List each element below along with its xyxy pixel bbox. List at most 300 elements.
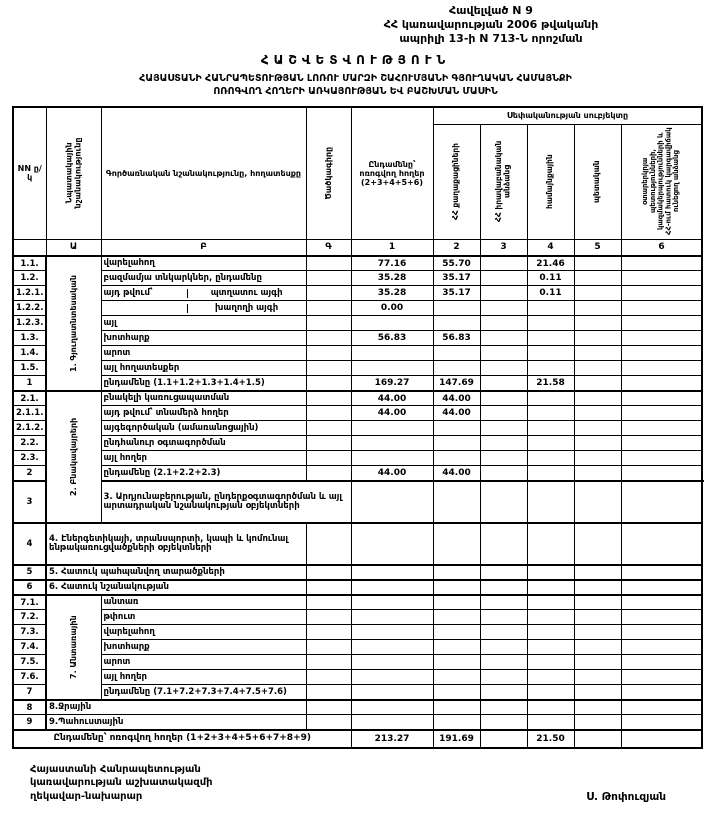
header-purpose: Նպատակային նշանակությունը [46,107,101,240]
value-cell [574,406,621,421]
value-cell [527,436,574,451]
code-cell [306,610,351,625]
value-cell [574,436,621,451]
value-cell [574,565,621,580]
value-cell [433,655,480,670]
code-cell [306,700,351,715]
report-subtitle [0,73,711,98]
value-cell [574,580,621,595]
value-cell [351,451,433,466]
row-number-cell: 2.1.2. [13,421,46,436]
table-row [13,391,702,406]
land-type-cell: արոտ [101,655,306,670]
value-cell [621,610,702,625]
value-cell [621,436,702,451]
row-number-cell: 5 [13,565,46,580]
value-cell [351,610,433,625]
value-cell [480,451,527,466]
value-cell [574,595,621,610]
value-cell [527,715,574,730]
row-number-cell: 1.5. [13,361,46,376]
value-cell [621,580,702,595]
value-cell [574,700,621,715]
header-owner-legal-entities: ՀՀ իրավաբանական անձանց [480,124,527,239]
subtitle-line-2: ՈՌՈԳՎՈՂ ՀՈՂԵՐԻ ԱՌԿԱՅՈՒԹՅԱՆ ԵՎ ԲԱՇԽՄԱՆ ՄԱՍԻՆ [213,85,498,97]
value-cell [527,610,574,625]
row-number-cell: 2.1.1. [13,406,46,421]
code-cell [306,451,351,466]
code-cell [306,406,351,421]
value-cell [574,331,621,346]
value-cell [621,655,702,670]
table-row [13,301,702,316]
value-cell: 21.46 [527,256,574,271]
value-cell [433,625,480,640]
value-cell [433,481,480,523]
value-cell [621,565,702,580]
header-total: Ընդամենը՝ ոռոգվող հողեր (2+3+4+5+6) [351,107,433,240]
land-category-cell: 3. Արդյունաբերության, ընդերքօգտագործման և այլ արտադրական նշանակության օբյեկտների [101,481,351,523]
value-cell [527,391,574,406]
table-row [13,610,702,625]
code-cell [306,655,351,670]
annex-block [301,4,681,45]
value-cell: 35.28 [351,271,433,286]
value-cell [527,685,574,700]
value-cell [574,481,621,523]
annex-line-2: ՀՀ կառավարության 2006 թվականի [383,17,599,31]
land-type-cell: անտառ [101,595,306,610]
code-cell [351,481,433,523]
table-row [13,640,702,655]
value-cell [621,346,702,361]
land-type-cell: այլ հողեր [101,451,306,466]
value-cell [621,331,702,346]
value-cell [433,595,480,610]
value-cell [351,595,433,610]
split-wrap [102,289,306,298]
table-row [13,565,702,580]
value-cell [480,376,527,391]
row-number-cell: 1.2.2. [13,301,46,316]
value-cell [574,670,621,685]
value-cell [351,580,433,595]
row-number-cell: 2.2. [13,436,46,451]
land-type-cell: արոտ [101,346,306,361]
table-row [13,376,702,391]
value-cell [621,406,702,421]
value-cell [574,625,621,640]
report-title: ՀԱՇՎԵՏՎՈՒԹՅՈՒՆ [260,53,451,68]
value-cell [574,286,621,301]
value-cell [480,466,527,481]
value-cell [574,685,621,700]
value-cell [433,301,480,316]
value-cell [433,610,480,625]
value-cell: 35.17 [433,286,480,301]
value-cell [480,301,527,316]
value-cell [621,271,702,286]
table-row [13,346,702,361]
value-cell [621,286,702,301]
value-cell [574,730,621,748]
value-cell [351,685,433,700]
row-number-cell: 7.4. [13,640,46,655]
value-cell [480,286,527,301]
value-cell [351,655,433,670]
value-cell [574,271,621,286]
value-cell [621,466,702,481]
value-cell [621,523,702,565]
value-cell [574,316,621,331]
row-number-cell: 7 [13,685,46,700]
value-cell: 56.83 [433,331,480,346]
value-cell [621,715,702,730]
table-row [13,595,702,610]
value-cell: 35.28 [351,286,433,301]
value-cell [574,421,621,436]
value-cell [351,346,433,361]
table-row [13,700,702,715]
section-label-cell: 2. Բնակավայրերի [46,391,101,523]
value-cell [480,406,527,421]
value-cell [574,523,621,565]
value-cell [574,715,621,730]
land-type-cell: բնակելի կառուցապատման [101,391,306,406]
letter-cell: Ա [46,239,101,256]
value-cell [433,523,480,565]
letter-cell: 1 [351,239,433,256]
table-row [13,316,702,331]
value-cell [527,421,574,436]
header-owner-state: պետական [574,124,621,239]
value-cell [480,685,527,700]
value-cell [621,595,702,610]
value-cell: 35.17 [433,271,480,286]
value-cell [433,715,480,730]
code-cell [306,685,351,700]
value-cell [527,481,574,523]
section-label-cell: 1. Գյուղատնտեսական [46,256,101,391]
value-cell [480,481,527,523]
split-right-label: պտղատու այգի [187,289,306,298]
value-cell [433,700,480,715]
row-number-cell: 6 [13,580,46,595]
table-row [13,481,702,523]
letter-cell: Գ [306,239,351,256]
value-cell [621,730,702,748]
value-cell [621,481,702,523]
code-cell [306,625,351,640]
value-cell [527,625,574,640]
value-cell [621,376,702,391]
value-cell [621,316,702,331]
table-row [13,523,702,565]
table-row [13,271,702,286]
row-number-cell: 7.1. [13,595,46,610]
value-cell [433,565,480,580]
table-row [13,730,702,748]
code-cell [306,466,351,481]
value-cell [574,376,621,391]
value-cell [480,523,527,565]
value-cell [574,256,621,271]
letter-cell [13,239,46,256]
value-cell [621,421,702,436]
value-cell: 44.00 [351,406,433,421]
header-code: Ծածկագիրը [306,107,351,240]
row-number-cell: 7.5. [13,655,46,670]
subtitle-line-1: ՀԱՅԱՍՏԱՆԻ ՀԱՆՐԱՊԵՏՈՒԹՅԱՆ ԼՈՌՈՒ ՄԱՐԶԻ ՇԱՀՈՒՄՅԱՆԻ ԳՅՈՒՂԱԿԱՆ ՀԱՄԱՅՆՔԻ [139,73,572,85]
code-cell [306,256,351,271]
value-cell [527,670,574,685]
value-cell [574,346,621,361]
value-cell: 213.27 [351,730,433,748]
value-cell [574,451,621,466]
value-cell: 77.16 [351,256,433,271]
value-cell [621,301,702,316]
value-cell [621,670,702,685]
split-right-label: խաղողի այգի [187,304,306,313]
value-cell [480,316,527,331]
value-cell [480,625,527,640]
code-cell [306,595,351,610]
value-cell [621,391,702,406]
value-cell [433,346,480,361]
land-type-cell: խոտհարք [101,640,306,655]
value-cell [351,565,433,580]
code-cell [306,376,351,391]
value-cell [480,580,527,595]
value-cell [621,700,702,715]
split-wrap [102,304,306,313]
row-number-cell: 3 [13,481,46,523]
land-type-cell: ընդամենը (7.1+7.2+7.3+7.4+7.5+7.6) [101,685,306,700]
value-cell: 56.83 [351,331,433,346]
land-type-cell: ընդամենը (1.1+1.2+1.3+1.4+1.5) [101,376,306,391]
value-cell [480,655,527,670]
code-cell [306,523,351,565]
code-cell [306,715,351,730]
code-cell [306,391,351,406]
table-row [13,715,702,730]
land-type-cell [101,286,306,301]
table-row [13,436,702,451]
land-type-cell: ընդհանուր օգտագործման [101,436,306,451]
value-cell [480,565,527,580]
code-cell [306,640,351,655]
value-cell [433,436,480,451]
land-category-cell: 8.Ջրային [46,700,306,715]
table-row [13,655,702,670]
row-number-cell: 2.1. [13,391,46,406]
value-cell [480,271,527,286]
footer [0,763,711,804]
footer-line-3: ղեկավար-նախարար [30,790,143,802]
table-row [13,361,702,376]
row-number-cell: 1.2.3. [13,316,46,331]
table-row [13,625,702,640]
land-category-cell: 6. Հատուկ նշանակության [46,580,306,595]
row-number-cell: 9 [13,715,46,730]
value-cell [480,730,527,748]
row-number-cell: 7.6. [13,670,46,685]
value-cell [527,406,574,421]
value-cell: 44.00 [433,406,480,421]
code-cell [306,361,351,376]
land-type-cell: խոտհարք [101,331,306,346]
value-cell [351,421,433,436]
table-row [13,466,702,481]
value-cell: 55.70 [433,256,480,271]
land-table [12,106,703,749]
value-cell: 44.00 [433,391,480,406]
value-cell [527,640,574,655]
row-number-cell: 1 [13,376,46,391]
value-cell [480,610,527,625]
value-cell [480,391,527,406]
row-number-cell: 2.3. [13,451,46,466]
value-cell [480,331,527,346]
value-cell [527,655,574,670]
table-row [13,256,702,271]
code-cell [306,301,351,316]
land-type-cell: ընդամենը (2.1+2.2+2.3) [101,466,306,481]
value-cell [480,436,527,451]
land-type-cell: այլ հողատեսքեր [101,361,306,376]
value-cell [433,640,480,655]
value-cell [480,640,527,655]
value-cell [433,421,480,436]
value-cell: 191.69 [433,730,480,748]
value-cell [574,361,621,376]
value-cell [621,451,702,466]
land-category-cell: 5. Հատուկ պահպանվող տարածքների [46,565,306,580]
value-cell [480,421,527,436]
land-type-cell: վարելահող [101,256,306,271]
value-cell [351,640,433,655]
row-number-cell: 8 [13,700,46,715]
value-cell [621,256,702,271]
letter-cell: 6 [621,239,702,256]
signature-name: Ս. Թոփուզյան [586,791,666,804]
value-cell [621,640,702,655]
land-type-cell [101,301,306,316]
land-type-cell: բազմամյա տնկարկներ, ընդամենը [101,271,306,286]
header-owner-community: համայնքային [527,124,574,239]
value-cell [574,466,621,481]
value-cell [527,565,574,580]
grand-total-label: Ընդամենը՝ ոռոգվող հողեր (1+2+3+4+5+6+7+8+9) [13,730,351,748]
value-cell [433,361,480,376]
footer-official-title [30,763,213,804]
value-cell [480,346,527,361]
value-cell [574,640,621,655]
header-owner-foreign: օտարերկրյա պետությունների, կազմակերպությունների և ՀՀ-ում հատուկ կարգավիճակ ունեցող անձանց [621,124,702,239]
value-cell [480,700,527,715]
table-row [13,451,702,466]
land-type-cell: այլ հողեր [101,670,306,685]
row-number-cell: 7.3. [13,625,46,640]
value-cell [527,523,574,565]
value-cell [527,580,574,595]
value-cell [351,670,433,685]
value-cell [574,391,621,406]
value-cell: 169.27 [351,376,433,391]
value-cell [480,361,527,376]
footer-line-1: Հայաստանի Հանրապետության [30,763,201,775]
code-cell [306,436,351,451]
value-cell [351,625,433,640]
value-cell [351,700,433,715]
row-number-cell: 1.3. [13,331,46,346]
header-owner-citizens: ՀՀ քաղաքացիների [433,124,480,239]
value-cell [351,361,433,376]
value-cell [433,670,480,685]
row-number-cell: 7.2. [13,610,46,625]
code-cell [306,346,351,361]
value-cell [480,670,527,685]
value-cell [527,361,574,376]
table-row [13,406,702,421]
land-category-cell: 4. Էներգետիկայի, տրանսպորտի, կապի և կոմունալ ենթակառուցվածքների օբյեկտների [46,523,306,565]
letter-cell: 4 [527,239,574,256]
land-type-cell: այգեգործական (ամառանոցային) [101,421,306,436]
table-row [13,331,702,346]
row-number-cell: 1.1. [13,256,46,271]
header-functional: Գործառնական նշանակությունը, հողատեսքը [101,107,306,240]
footer-line-2: կառավարության աշխատակազմի [30,777,213,789]
code-cell [306,271,351,286]
letter-cell: 3 [480,239,527,256]
value-cell [351,715,433,730]
table-row [13,421,702,436]
value-cell [527,451,574,466]
value-cell: 44.00 [351,466,433,481]
value-cell: 44.00 [351,391,433,406]
code-cell [306,565,351,580]
value-cell: 0.00 [351,301,433,316]
land-type-cell: թփուտ [101,610,306,625]
row-number-cell: 1.2.1. [13,286,46,301]
code-cell [306,670,351,685]
value-cell [574,655,621,670]
value-cell [574,610,621,625]
land-type-cell: վարելահող [101,625,306,640]
value-cell: 44.00 [433,466,480,481]
value-cell [351,436,433,451]
annex-line-1: Հավելված N 9 [449,4,533,17]
letter-cell: Բ [101,239,306,256]
value-cell [480,256,527,271]
letter-cell: 5 [574,239,621,256]
value-cell [621,625,702,640]
value-cell: 147.69 [433,376,480,391]
code-cell [306,286,351,301]
value-cell [527,466,574,481]
table-row [13,685,702,700]
row-number-cell: 4 [13,523,46,565]
header-ownership-group: Սեփականության սուբյեկտը [433,107,702,125]
land-type-cell: այլ [101,316,306,331]
row-number-cell: 1.2. [13,271,46,286]
value-cell [621,685,702,700]
split-left-label: այդ թվում՝ [103,287,153,298]
row-number-cell: 1.4. [13,346,46,361]
value-cell: 0.11 [527,271,574,286]
value-cell [433,685,480,700]
value-cell [574,301,621,316]
